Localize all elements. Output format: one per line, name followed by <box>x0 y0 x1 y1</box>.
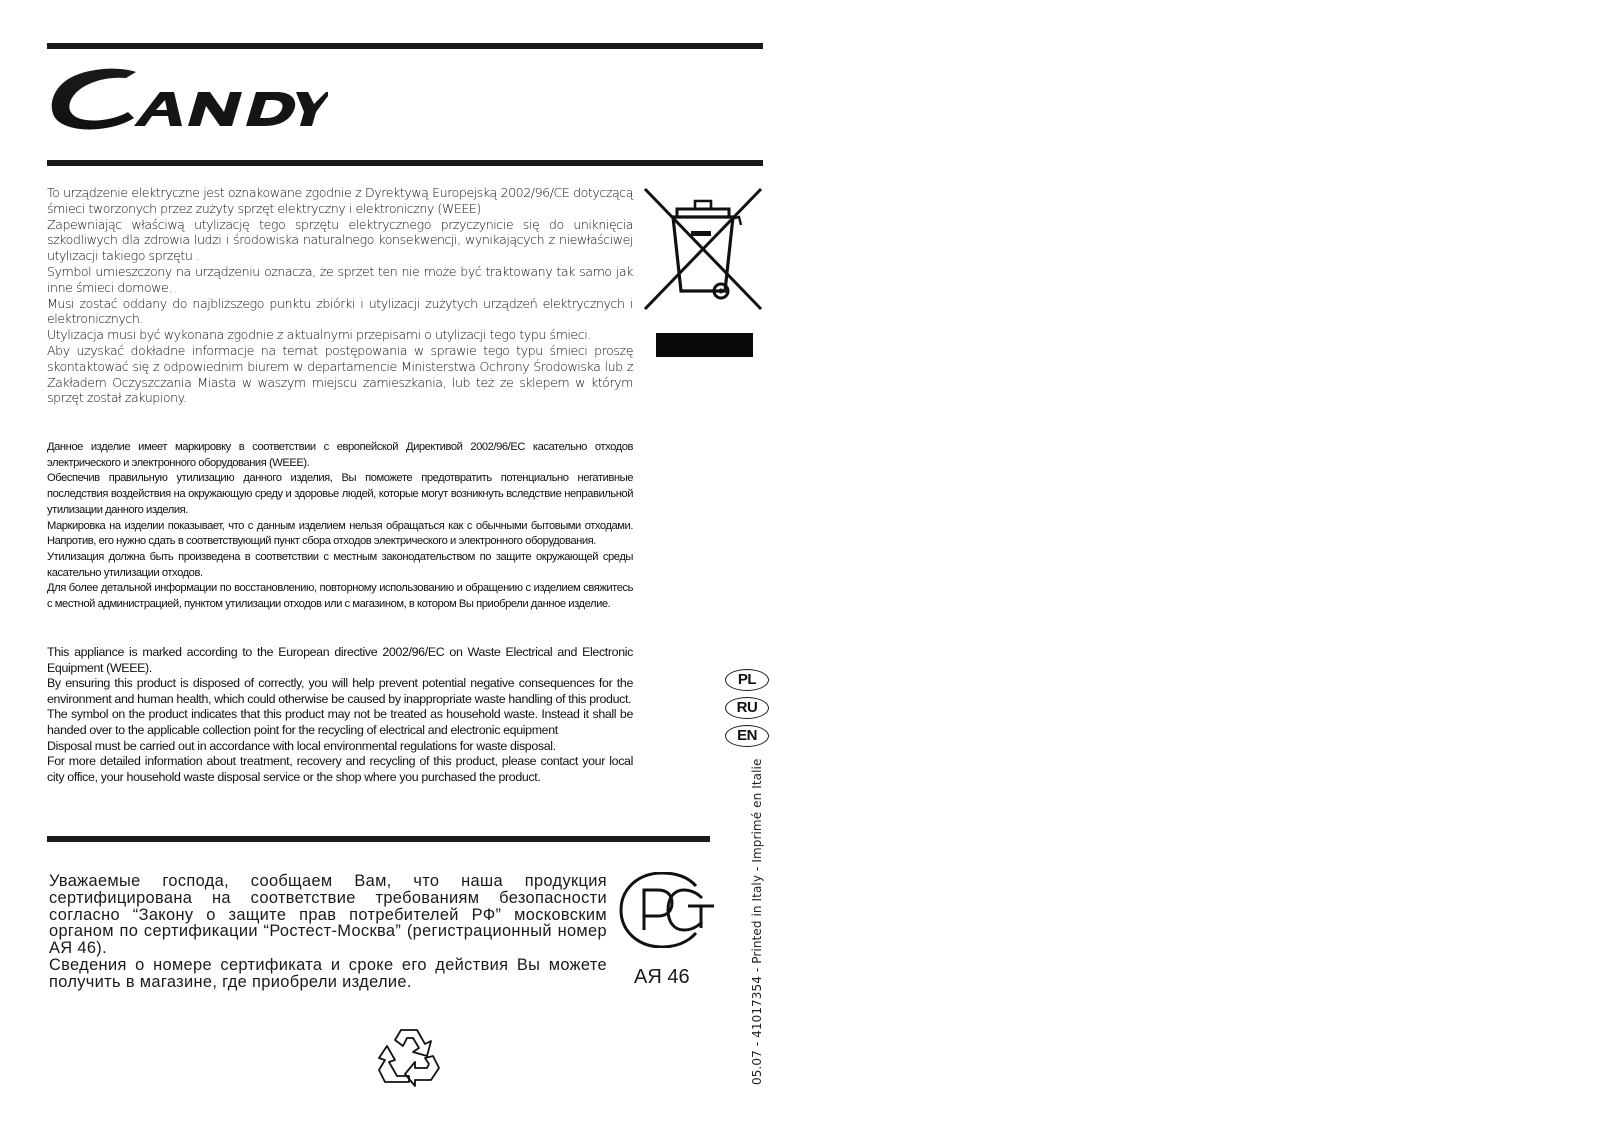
certification-code: АЯ 46 <box>634 966 690 988</box>
paragraph: Маркировка на изделии показывает, что с данным изделием нельзя обращаться как с обычными бытовыми отходами. Напротив, его нужно сдать в соответствующий пункт сбора отходов электрического и электронного оборудования. <box>47 519 633 548</box>
paragraph: Aby uzyskać dokładne informacje na temat postępowania w sprawie tego typu śmieci proszę skontaktować się z odpowiednim biurem w departamencie Ministerstwa Ochrony Środowiska lub z Zakładem Oczyszczania Miasta w waszym miejscu zamieszkania, lub też ze sklepem w którym sprzęt został zakupiony. <box>47 342 633 406</box>
paragraph: Для более детальной информации по восстановлению, повторному использованию и обращению с изделием свяжитесь с местной администрацией, пунктом утилизации отходов или с магазином, в котором Вы приобрели данное изделие. <box>47 582 633 611</box>
weee-date-bar <box>656 333 753 357</box>
logo-bottom-rule <box>47 160 763 166</box>
certification-notice <box>49 873 607 991</box>
language-badge-ru: RU <box>725 697 769 719</box>
weee-crossed-bin-icon <box>643 187 763 311</box>
paragraph: Utylizacja musi być wykonana zgodnie z aktualnymi przepisami o utylizacji tego typu śmieci. <box>47 327 591 343</box>
paragraph: Symbol umieszczony na urządzeniu oznacza, że sprzet ten nie może być traktowany tak samo jak inne śmieci domowe. <box>47 263 633 295</box>
certification-top-rule <box>47 836 710 842</box>
paragraph: Обеспечив правильную утилизацию данного изделия, Вы поможете предотвратить потенциально негативные последствия воздействия на окружающую среду и здоровье людей, которые могут возникнуть вследствие неправильной утилизации данного изделия. <box>47 472 633 516</box>
english-weee-notice <box>47 645 633 785</box>
paragraph: To urządzenie elektryczne jest oznakowane zgodnie z Dyrektywą Europejską 2002/96/CE dotyczącą śmieci tworzonych przez zużyty sprzęt elektryczny i elektroniczny (WEEE) <box>47 185 633 216</box>
paragraph: Сведения о номере сертификата и сроке его действия Вы можете получить в магазине, где приобрели изделие. <box>49 955 607 991</box>
candy-logo <box>48 66 328 134</box>
paragraph: Disposal must be carried out in accordance with local environmental regulations for waste disposal. <box>47 738 556 753</box>
paragraph: The symbol on the product indicates that this product may not be treated as household waste. Instead it shall be handed over to the applicable collection point for the recycling of electrical and electronic equipment <box>47 707 633 737</box>
print-info: 05.07 - 41017354 - Printed in Italy - Imprimé en Italie <box>750 758 764 1085</box>
russian-weee-notice <box>47 440 633 613</box>
language-badge-pl: PL <box>725 669 769 691</box>
paragraph: Zapewniając właściwą utylizację tego sprzętu elektrycznego przyczynicie się do uniknięcia szkodliwych dla zdrowia ludzi i środowiska naturalnego konsekwencji, wynikających z niewłaściwej utylizacji takiego sprzętu . <box>47 216 633 264</box>
language-badge-en: EN <box>725 725 769 747</box>
top-rule <box>47 43 763 49</box>
paragraph: By ensuring this product is disposed of correctly, you will help prevent potential negative consequences for the environment and human health, which could otherwise be caused by inappropriate waste handling of this product. <box>47 676 633 706</box>
paragraph: Musi zostać oddany do najbliższego punktu zbiórki i utylizacji zużytych urządzeń elektrycznych i elektronicznych. <box>47 295 633 327</box>
paragraph: For more detailed information about treatment, recovery and recycling of this product, please contact your local city office, your household waste disposal service or the shop where you purchased the product. <box>47 754 633 784</box>
recycle-icon <box>377 1026 441 1088</box>
polish-weee-notice <box>47 185 633 406</box>
paragraph: Утилизация должна быть произведена в соответствии с местным законодательством по защите окружающей среды касательно утилизации отходов. <box>47 550 633 579</box>
paragraph: This appliance is marked according to the European directive 2002/96/EC on Waste Electrical and Electronic Equipment (WEEE). <box>47 645 633 675</box>
paragraph: Данное изделие имеет маркировку в соответствии с европейской Директивой 2002/96/EC касательно отходов электрического и электронного оборудования (WEEE). <box>47 441 633 469</box>
rostest-certification-icon <box>618 872 716 948</box>
paragraph: Уважаемые господа, сообщаем Вам, что наша продукция сертифицирована на соответствие требованиям безопасности согласно “Закону о защите прав потребителей РФ” московским органом по сертификации “Ростест-Москва” (регистрационный номер АЯ 46). <box>49 872 607 958</box>
